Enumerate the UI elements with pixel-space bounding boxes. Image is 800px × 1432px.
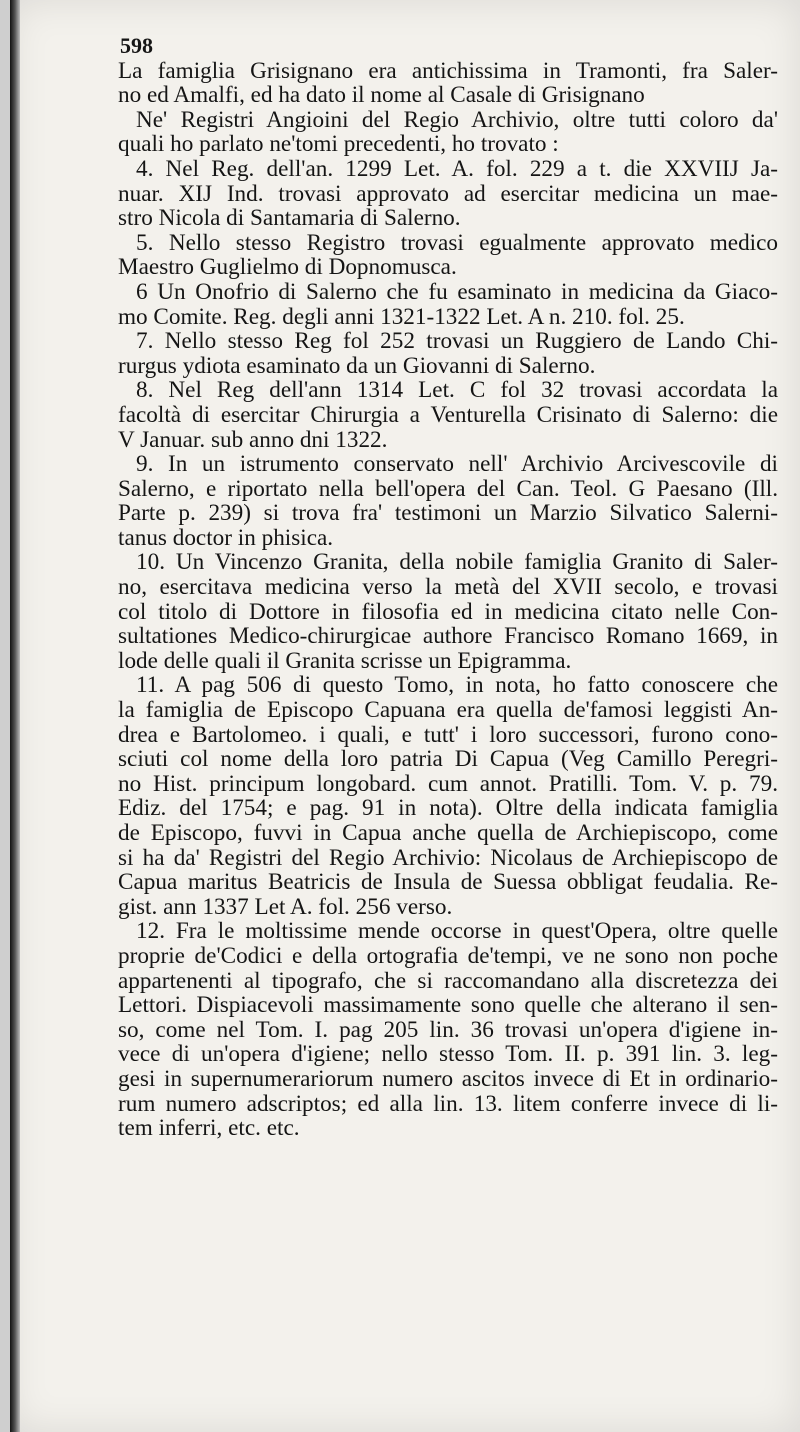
text-line: 9. In un istrumento conservato nell' Archivio Arcivescovile di [136,451,778,478]
text-line: sultationes Medico-chirurgicae authore Francisco Romano 1669, in [118,623,778,650]
text-line: 8. Nel Reg dell'ann 1314 Let. C fol 32 trovasi accordata la [136,377,778,404]
entry-9-cont [118,477,778,551]
entry-11-cont [118,698,778,919]
paragraph-grisignano [118,59,778,108]
text-line: tanus doctor in phisica. [118,524,334,551]
entry-10 [118,550,778,575]
text-line: facoltà di esercitar Chirurgia a Venturella Crisinato di Salerno: die [118,401,778,428]
text-line: mo Comite. Reg. degli anni 1321-1322 Let. A n. 210. fol. 25. [118,303,685,330]
text-line: col titolo di Dottore in filosofia ed in medicina citato nelle Con- [118,598,778,625]
entry-10-cont [118,575,778,673]
entry-7 [118,329,778,354]
text-line: nuar. XIJ Ind. trovasi approvato ad esercitar medicina un mae- [118,180,778,207]
text-line: no, esercitava medicina verso la metà del XVII secolo, e trovasi [118,574,778,601]
entry-8-cont [118,403,778,452]
book-page [10,0,800,1432]
text-line: sciuti col nome della loro patria Di Capua (Veg Camillo Peregri- [118,746,778,773]
text-line: 12. Fra le moltissime mende occorse in quest'Opera, oltre quelle [136,918,778,945]
text-line: si ha da' Registri del Regio Archivio: Nicolaus de Archiepiscopo de [118,844,778,871]
text-line: 10. Un Vincenzo Granita, della nobile famiglia Granito di Saler- [136,549,778,576]
text-line: Capua maritus Beatricis de Insula de Suessa obbligat feudalia. Re- [118,869,778,896]
entry-12-cont [118,944,778,1141]
text-line: 11. A pag 506 di questo Tomo, in nota, ho fatto conoscere che [136,672,778,699]
paragraph-registri-cont [118,132,778,157]
text-line: V Januar. sub anno dni 1322. [118,426,388,453]
text-line: gist. ann 1337 Let A. fol. 256 verso. [118,893,453,920]
text-line: proprie de'Codici e della ortografia de'tempi, ve ne sono non poche [118,942,778,969]
text-line: La famiglia Grisignano era antichissima in Tramonti, fra Saler- [118,57,778,84]
page-number: 598 [120,33,153,58]
text-line: so, come nel Tom. I. pag 205 lin. 36 trovasi un'opera d'igiene in- [118,1016,778,1043]
entry-5 [118,231,778,256]
text-line: rum numero adscriptos; ed alla lin. 13. litem conferre invece di li- [118,1090,778,1117]
text-line: Lettori. Dispiacevoli massimamente sono quelle che alterano il sen- [118,992,778,1019]
text-line: la famiglia de Episcopo Capuana era quella de'famosi leggisti An- [118,697,778,724]
entry-7-cont [118,354,778,379]
text-line: Ediz. del 1754; e pag. 91 in nota). Oltre della indicata famiglia [118,795,778,822]
text-line: 7. Nello stesso Reg fol 252 trovasi un Ruggiero de Lando Chi- [136,328,778,355]
text-line: tem inferri, etc. etc. [118,1115,300,1142]
entry-4 [118,157,778,182]
text-line: stro Nicola di Santamaria di Salerno. [118,205,461,232]
entry-6-cont [118,305,778,330]
text-line: drea e Bartolomeo. i quali, e tutt' i loro successori, furono cono- [118,721,778,748]
text-line: 6 Un Onofrio di Salerno che fu esaminato in medicina da Giaco- [136,278,778,305]
text-line: Ne' Registri Angioini del Regio Archivio, oltre tutti coloro da' [136,106,778,133]
entry-11 [118,673,778,698]
text-line: appartenenti al tipografo, che si raccomandano alla discretezza dei [118,967,778,994]
text-line: Maestro Guglielmo di Dopnomusca. [118,254,457,281]
paragraph-registri [118,108,778,133]
text-line: no Hist. principum longobard. cum annot. Pratilli. Tom. V. p. 79. [118,770,778,797]
entry-6 [118,280,778,305]
entry-9 [118,452,778,477]
text-line: Parte p. 239) si trova fra' testimoni un Marzio Silvatico Salerni- [118,500,778,527]
text-line: de Episcopo, fuvvi in Capua anche quella de Archiepiscopo, come [118,820,778,846]
page-text [118,34,778,1141]
entry-8 [118,378,778,403]
text-line: 4. Nel Reg. dell'an. 1299 Let. A. fol. 229 a t. die XXVIIJ Ja- [136,155,778,182]
text-line: no ed Amalfi, ed ha dato il nome al Casale di Grisignano [118,82,645,109]
text-line: gesi in supernumerariorum numero ascitos invece di Et in ordinario- [118,1065,778,1092]
entry-5-cont [118,255,778,280]
page-spine-shadow [10,0,20,1432]
text-line: vece di un'opera d'igiene; nello stesso Tom. II. p. 391 lin. 3. leg- [118,1041,778,1068]
text-line: lode delle quali il Granita scrisse un Epigramma. [118,647,572,674]
text-line: Salerno, e riportato nella bell'opera del Can. Teol. G Paesano (Ill. [118,475,778,502]
entry-4-cont [118,182,778,231]
entry-12 [118,919,778,944]
text-line: rurgus ydiota esaminato da un Giovanni di Salerno. [118,352,596,379]
text-line: quali ho parlato ne'tomi precedenti, ho trovato : [118,131,559,158]
text-line: 5. Nello stesso Registro trovasi egualmente approvato medico [136,229,778,256]
